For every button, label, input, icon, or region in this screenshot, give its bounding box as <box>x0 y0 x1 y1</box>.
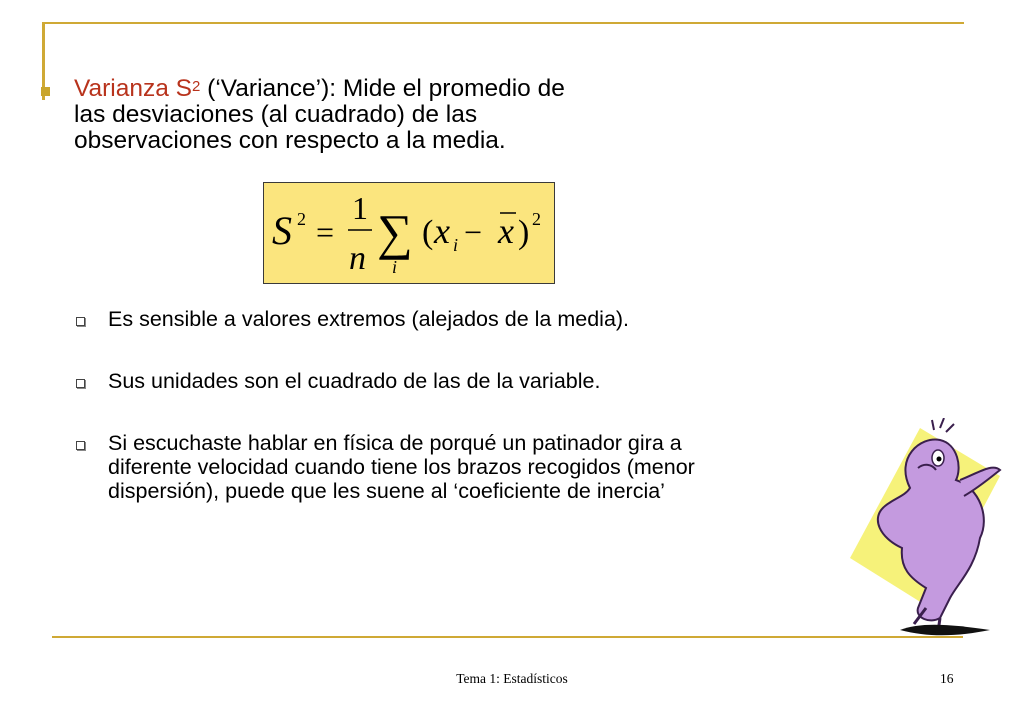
spinning-skater-clipart <box>840 418 1010 640</box>
checkbox-bullet-icon <box>76 379 85 388</box>
formula-numerator: 1 <box>352 190 368 226</box>
formula-open-paren: ( <box>422 214 434 251</box>
main-bullet-line1: Varianza $S^2$ (‘Variance’): Mide el promedio de <box>74 75 565 102</box>
formula-x-var: x <box>434 211 450 251</box>
formula-equals: = <box>316 214 335 250</box>
formula-rhs-exponent: 2 <box>532 209 541 229</box>
variance-term: Varianza $S^2$ <box>74 75 201 102</box>
sub-bullet-inertia-line1: Si escuchaste hablar en física de porqué un patinador gira a <box>108 431 682 455</box>
variance-formula <box>263 182 555 284</box>
formula-lhs: S <box>272 208 292 253</box>
formula-close-paren: ) <box>518 214 530 251</box>
formula-lhs-exponent: 2 <box>297 209 306 229</box>
formula-denominator: n <box>349 240 366 277</box>
sub-bullet-inertia-line3: dispersión), puede que les suene al ‘coeficiente de inercia’ <box>108 479 665 503</box>
footer-title: Tema 1: Estadísticos <box>456 671 568 686</box>
main-bullet-line3: observaciones con respecto a la media. <box>74 127 506 154</box>
top-rule <box>45 22 964 24</box>
checkbox-bullet-icon <box>76 317 85 326</box>
formula-minus: − <box>464 214 483 250</box>
main-bullet-line2: las desviaciones (al cuadrado) de las <box>74 101 478 128</box>
main-bullet-icon <box>41 87 50 96</box>
page-number: 16 <box>940 671 954 686</box>
formula-sum-index: i <box>392 257 398 277</box>
formula-mean-var: x <box>498 211 514 251</box>
main-bullet-text <box>74 76 694 154</box>
formula-sum-symbol: ∑ <box>377 204 413 260</box>
formula-x-subscript: i <box>453 235 459 255</box>
bottom-rule <box>52 636 963 638</box>
checkbox-bullet-icon <box>76 441 85 450</box>
sub-bullet-inertia-line2: diferente velocidad cuando tiene los brazos recogidos (menor <box>108 455 695 479</box>
